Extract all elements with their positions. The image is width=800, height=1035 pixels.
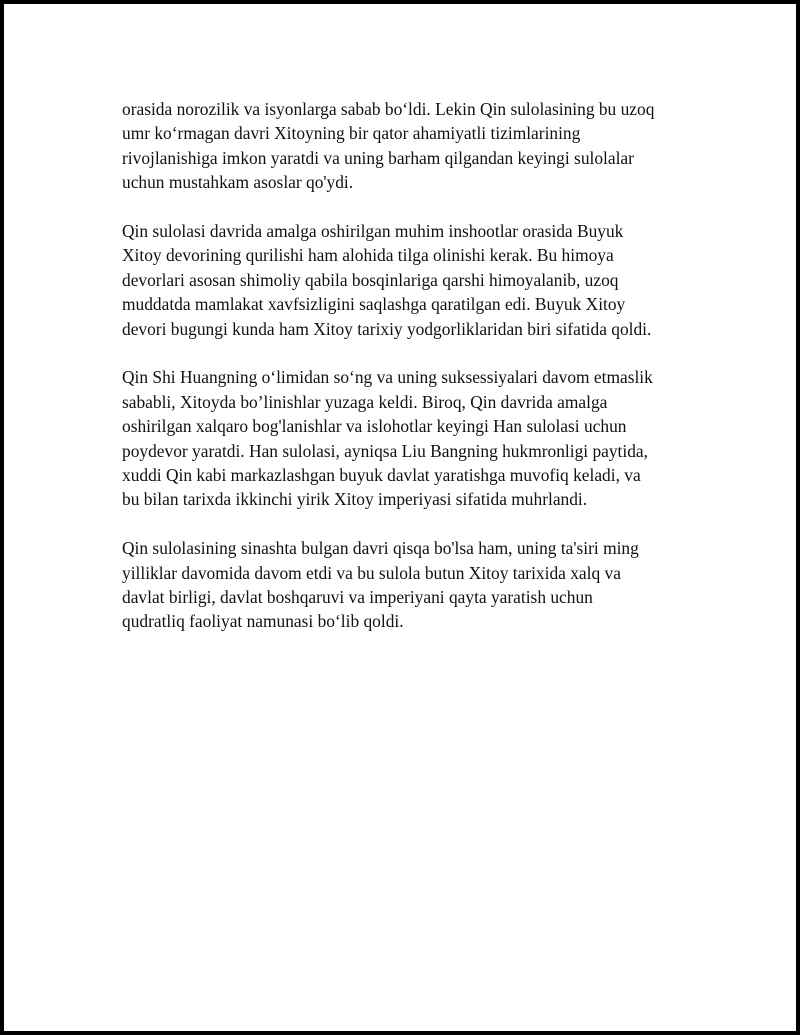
paragraph-3: Qin Shi Huangning o‘limidan so‘ng va uning suksessiyalari davom etmaslik sababli, Xitoyda bo’linishlar yuzaga keldi. Biroq, Qin davrida amalga oshirilgan xalqaro bog'lanishlar va islohotlar keyingi Han sulolasi uchun poydevor yaratdi. Han sulolasi, ayniqsa Liu Bangning hukmronligi paytida, xuddi Qin kabi markazlashgan buyuk davlat yaratishga muvofiq keladi, va bu bilan tarixda ikkinchi yirik Xitoy imperiyasi sifatida muhrlandi.	[122, 367, 653, 510]
document-body	[122, 97, 697, 658]
paragraph-2: Qin sulolasi davrida amalga oshirilgan muhim inshootlar orasida Buyuk Xitoy devorining qurilishi ham alohida tilga olinishi kerak. Bu himoya devorlari asosan shimoliy qabila bosqinlariga qarshi himoyalanib, uzoq muddatda mamlakat xavfsizligini saqlashga qaratilgan edi. Buyuk Xitoy devori bugungi kunda ham Xitoy tarixiy yodgorliklaridan biri sifatida qoldi.	[122, 221, 652, 339]
paragraph-1: orasida norozilik va isyonlarga sabab bo‘ldi. Lekin Qin sulolasining bu uzoq umr ko‘rmagan davri Xitoyning bir qator ahamiyatli tizimlarining rivojlanishiga imkon yaratdi va uning barham qilgandan keyingi sulolalar uchun mustahkam asoslar qo'ydi.	[122, 99, 655, 193]
paragraph-4: Qin sulolasining sinashta bulgan davri qisqa bo'lsa ham, uning ta'siri ming yilliklar davomida davom etdi va bu sulola butun Xitoy tarixida xalq va davlat birligi, davlat boshqaruvi va imperiyani qayta yaratish uchun qudratliq faoliyat namunasi bo‘lib qoldi.	[122, 538, 639, 632]
